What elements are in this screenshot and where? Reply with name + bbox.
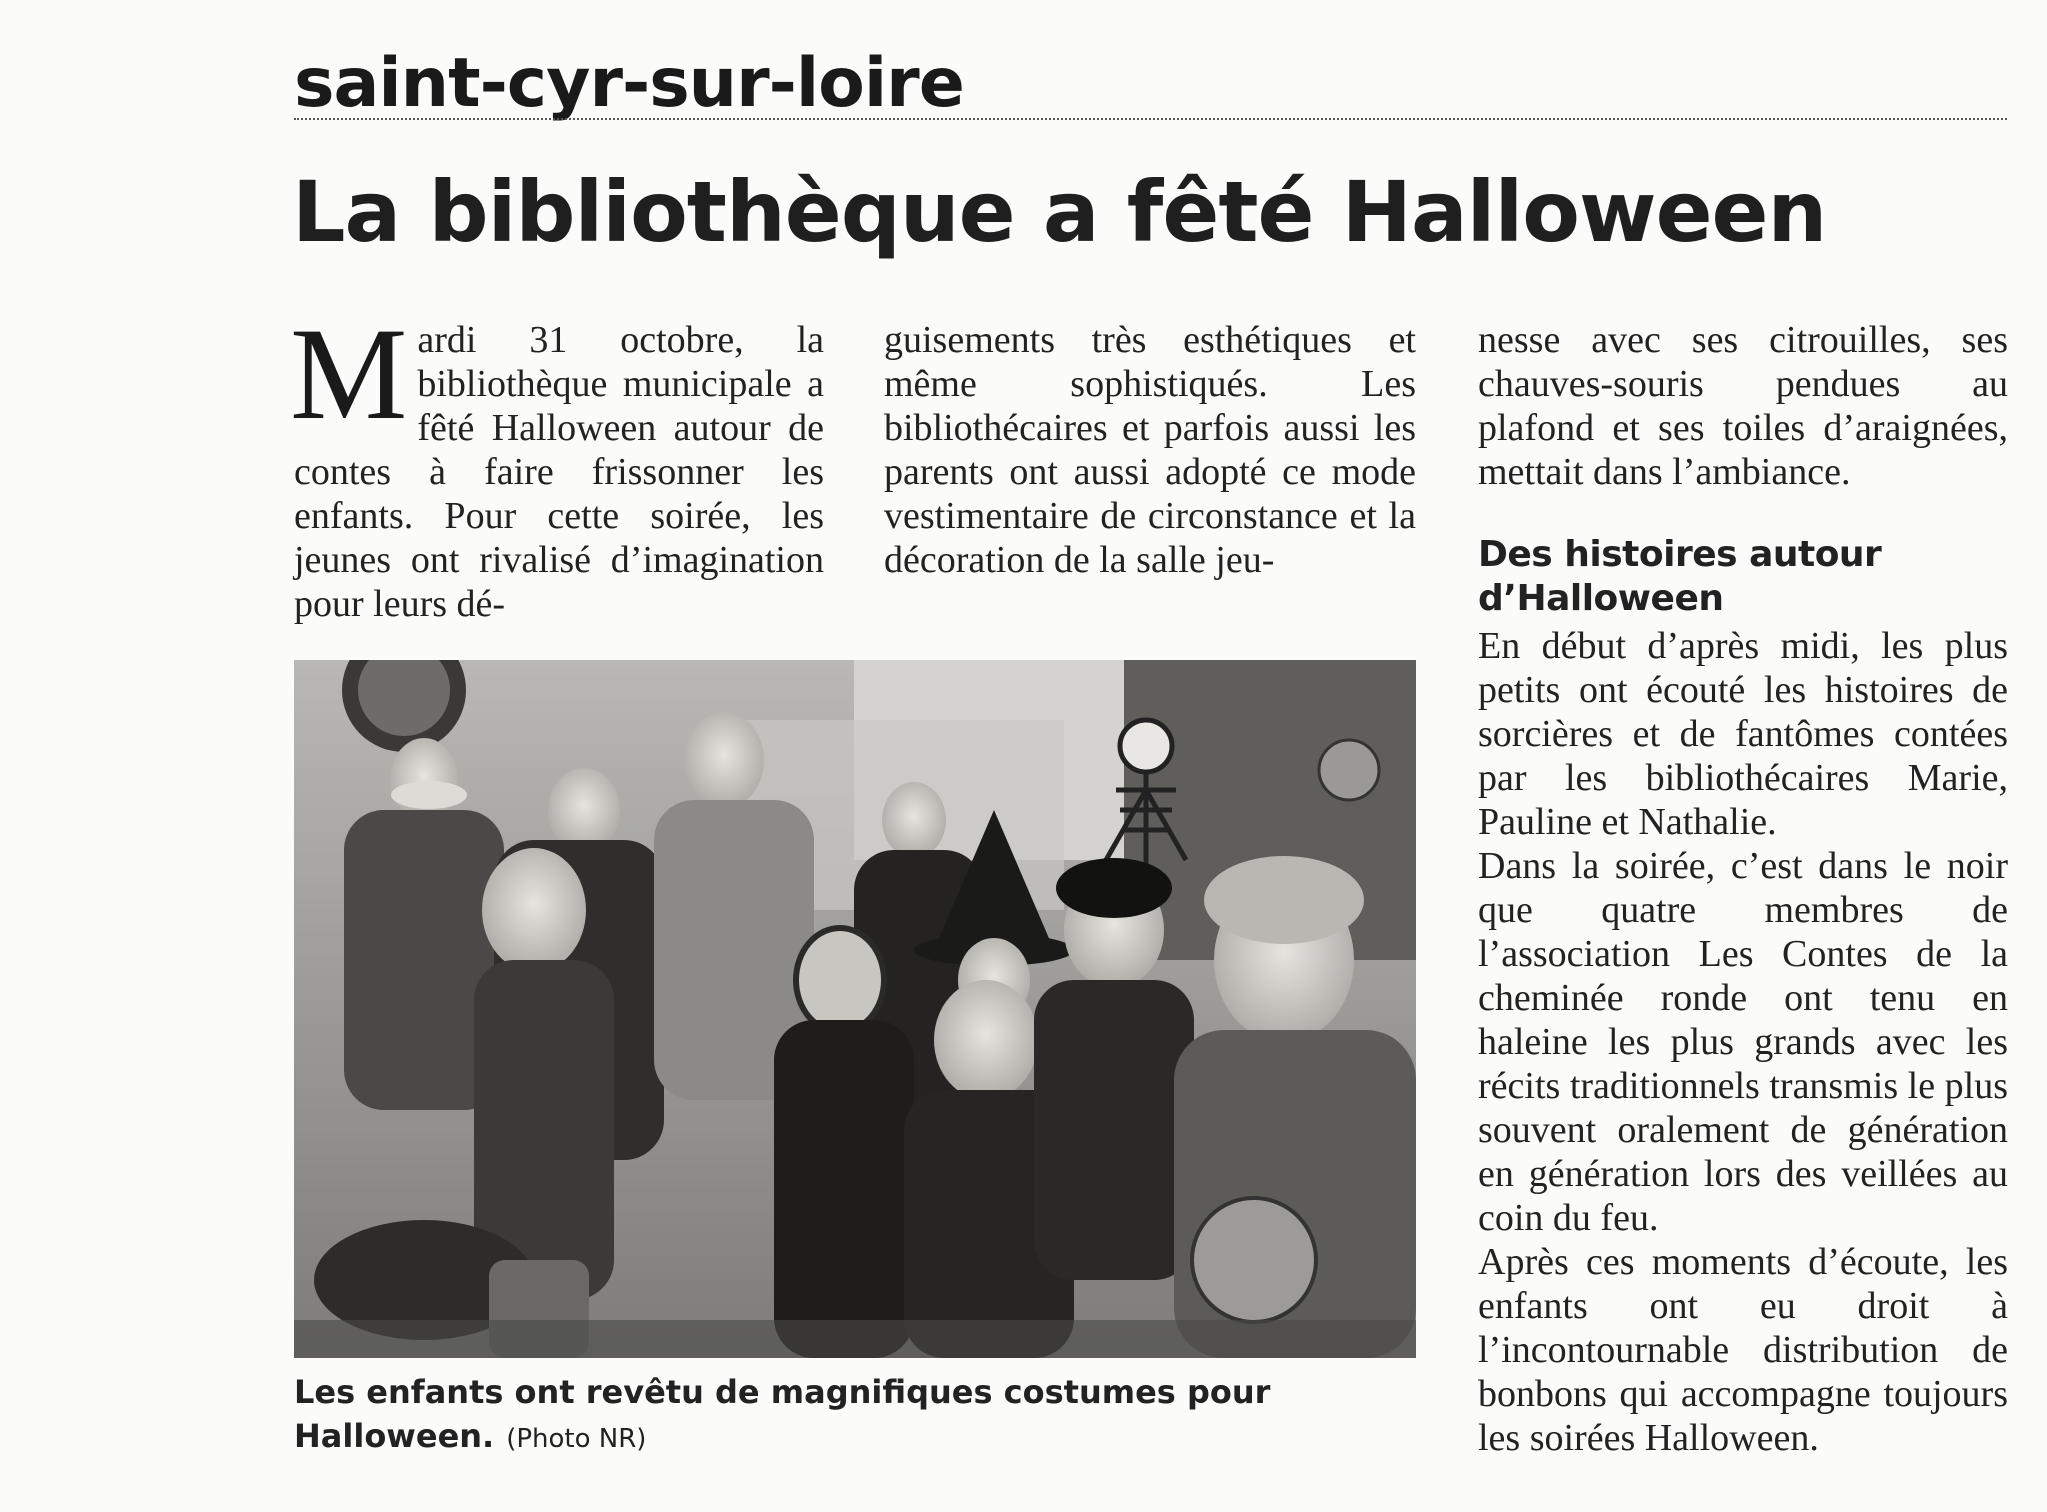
article-column-1 <box>290 300 824 626</box>
article-column-3-body <box>1478 624 2008 1460</box>
article-column-2 <box>884 318 1416 582</box>
intro-text-col3: nesse avec ses citrouilles, ses chauves-souris pendues au plafond et ses toiles d’araignées, mettait dans l’ambiance. <box>1478 319 2008 493</box>
photo-credit: (Photo NR) <box>506 1424 647 1454</box>
section-rubric: saint-cyr-sur-loire <box>294 44 964 123</box>
intro-text-col2: guisements très esthétiques et même sophistiqués. Les bibliothécaires et parfois aussi les parents ont aussi adopté ce mode vestimentaire de circonstance et la décoration de la salle jeu- <box>884 319 1416 581</box>
caption-text: Les enfants ont revêtu de magnifiques costumes pour Halloween. <box>294 1373 1271 1455</box>
body-paragraph: En début d’après midi, les plus petits ont écouté les histoires de sorcières et de fantômes contées par les bibliothécaires Marie, Pauline et Nathalie. <box>1478 625 2008 843</box>
body-paragraph: Dans la soirée, c’est dans le noir que quatre membres de l’association Les Contes de la cheminée ronde ont tenu en haleine les plus grands avec les récits traditionnels transmis le plus souvent oralement de génération en génération lors des veillées au coin du feu. <box>1478 845 2008 1239</box>
halloween-photo-illustration <box>294 660 1416 1358</box>
intro-text-col1: ardi 31 octobre, la bibliothèque municipale a fêté Halloween autour de contes à faire frissonner les enfants. Pour cette soirée, les jeunes ont rivalisé d’imagination pour leurs dé- <box>294 319 824 625</box>
article-photo <box>294 660 1416 1358</box>
article-headline: La bibliothèque a fêté Halloween <box>292 163 1827 261</box>
article-column-3-top <box>1478 318 2008 494</box>
drop-cap: M <box>290 300 408 447</box>
section-subhead: Des histoires autour d’Halloween <box>1478 534 1882 619</box>
photo-caption <box>294 1370 1416 1461</box>
rubric-divider <box>294 118 2007 120</box>
body-paragraph: Après ces moments d’écoute, les enfants ont eu droit à l’incontournable distribution de bonbons qui accompagne toujours les soirées Halloween. <box>1478 1241 2008 1459</box>
